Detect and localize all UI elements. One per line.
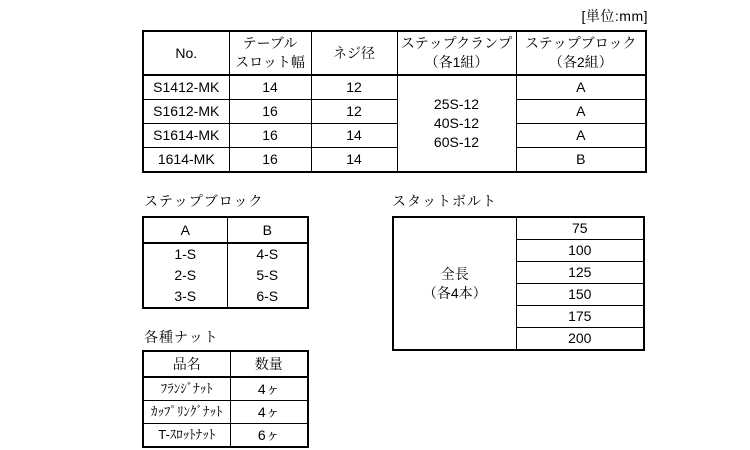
cell-nut-name: ﾌﾗﾝｼﾞﾅｯﾄ	[143, 377, 230, 401]
col-header-screw-dia: ネジ径	[311, 31, 397, 75]
step-clamp-value: 60S-12	[433, 133, 480, 150]
cell-length: 175	[516, 306, 644, 328]
col-header-slot-width	[229, 31, 311, 75]
table-row	[143, 401, 308, 424]
step-block-header-row	[143, 217, 308, 243]
col-header-step-block-line1: ステップブロック	[525, 35, 637, 52]
step-block-table	[142, 216, 309, 309]
step-clamp-merged-cell	[397, 75, 516, 172]
cell-slot-width: 16	[229, 148, 311, 173]
cell-length: 200	[516, 328, 644, 351]
step-block-title: ステップブロック	[144, 193, 264, 209]
step-clamp-value: 25S-12	[433, 96, 480, 113]
cell-slot-width: 16	[229, 124, 311, 148]
cell-step-block: A	[516, 124, 646, 148]
table-row	[143, 148, 646, 173]
col-header-step-clamp-line2: （各1組）	[424, 54, 489, 70]
main-spec-table	[142, 30, 647, 173]
table-row	[393, 217, 644, 240]
cell-block-b: 6-S	[227, 286, 308, 308]
cell-block-b: 4-S	[227, 243, 308, 265]
cell-nut-name: T-ｽﾛｯﾄﾅｯﾄ	[143, 424, 230, 448]
col-header-slot-width-line2: スロット幅	[235, 54, 305, 70]
cell-length: 75	[516, 217, 644, 240]
cell-length: 150	[516, 284, 644, 306]
cell-nut-qty: 4ヶ	[230, 377, 308, 401]
cell-length: 125	[516, 262, 644, 284]
cell-screw-dia: 14	[311, 124, 397, 148]
cell-no: S1412-MK	[143, 75, 229, 100]
col-header-quantity: 数量	[230, 351, 308, 377]
col-header-slot-width-line1: テーブル	[242, 35, 298, 52]
cell-length: 100	[516, 240, 644, 262]
col-header-step-block	[516, 31, 646, 75]
stud-bolt-label-line2: （各4本）	[422, 284, 487, 301]
step-clamp-value: 40S-12	[433, 115, 480, 132]
table-row	[143, 124, 646, 148]
cell-nut-name: ｶｯﾌﾟﾘﾝｸﾞﾅｯﾄ	[143, 401, 230, 424]
cell-block-a: 1-S	[143, 243, 227, 265]
cell-slot-width: 16	[229, 100, 311, 124]
main-table-header-row	[143, 31, 646, 75]
col-header-no: No.	[143, 31, 229, 75]
cell-no: S1612-MK	[143, 100, 229, 124]
col-header-step-clamp-line1: ステップクランプ	[400, 35, 513, 52]
col-header-step-block-line2: （各2組）	[548, 54, 613, 70]
table-row	[143, 100, 646, 124]
col-header-step-clamp	[397, 31, 516, 75]
cell-step-block: B	[516, 148, 646, 173]
cell-block-a: 2-S	[143, 265, 227, 286]
nuts-table	[142, 350, 309, 448]
table-row	[143, 75, 646, 100]
col-header-a: A	[143, 217, 227, 243]
stud-bolt-label-line1: 全長	[440, 265, 469, 282]
nuts-title: 各種ナット	[144, 329, 219, 345]
table-row	[143, 377, 308, 401]
cell-screw-dia: 12	[311, 75, 397, 100]
table-row	[143, 265, 308, 286]
cell-no: S1614-MK	[143, 124, 229, 148]
cell-block-b: 5-S	[227, 265, 308, 286]
table-row	[143, 243, 308, 265]
table-row	[143, 424, 308, 448]
cell-nut-qty: 6ヶ	[230, 424, 308, 448]
table-row	[143, 286, 308, 308]
unit-label: [単位:mm]	[581, 8, 648, 24]
cell-screw-dia: 14	[311, 148, 397, 173]
col-header-product-name: 品名	[143, 351, 230, 377]
cell-slot-width: 14	[229, 75, 311, 100]
stud-bolt-title: スタットボルト	[392, 193, 497, 209]
cell-nut-qty: 4ヶ	[230, 401, 308, 424]
cell-screw-dia: 12	[311, 100, 397, 124]
nuts-header-row	[143, 351, 308, 377]
stud-bolt-label-cell	[393, 217, 516, 350]
cell-block-a: 3-S	[143, 286, 227, 308]
cell-no: 1614-MK	[143, 148, 229, 173]
stud-bolt-table	[392, 216, 645, 351]
cell-step-block: A	[516, 100, 646, 124]
cell-step-block: A	[516, 75, 646, 100]
col-header-b: B	[227, 217, 308, 243]
